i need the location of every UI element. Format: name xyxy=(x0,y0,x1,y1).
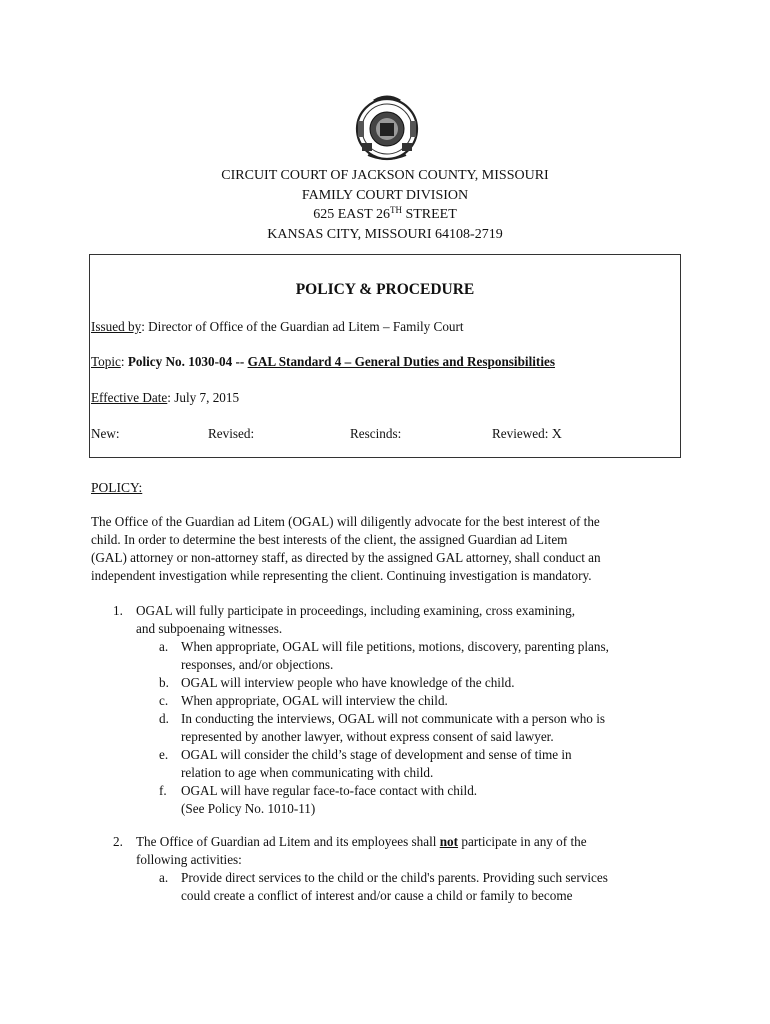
policy-paragraph xyxy=(91,513,679,585)
effective-date-value: : July 7, 2015 xyxy=(167,390,240,405)
sub-item-letter: a. xyxy=(159,639,169,654)
effective-date-label: Effective Date xyxy=(91,390,168,405)
topic-label: Topic xyxy=(91,354,121,369)
sub-item-text: relation to age when communicating with child. xyxy=(181,765,434,780)
sub-item-letter: a. xyxy=(159,870,169,885)
court-name: CIRCUIT COURT OF JACKSON COUNTY, MISSOURI xyxy=(221,168,549,183)
list-item-text: OGAL will fully participate in proceedings, including examining, cross examining, xyxy=(136,603,575,618)
sub-item-text: OGAL will have regular face-to-face contact with child. xyxy=(181,783,478,798)
emphasis-not: not xyxy=(439,834,459,849)
reviewed-label: Reviewed: xyxy=(492,426,549,441)
effective-date-row xyxy=(91,389,239,407)
policy-heading: POLICY: xyxy=(91,480,143,495)
revised-label: Revised: xyxy=(208,426,255,441)
sub-item-text: could create a conflict of interest and/or cause a child or family to become xyxy=(181,888,573,903)
reviewed-mark: X xyxy=(551,427,562,442)
street-address: 625 EAST 26TH STREET xyxy=(313,205,457,223)
sub-item-letter: f. xyxy=(159,783,167,798)
sub-item-text: When appropriate, OGAL will file petitions, motions, discovery, parenting plans, xyxy=(181,639,609,654)
city-address: KANSAS CITY, MISSOURI 64108-2719 xyxy=(267,226,503,242)
list-number: 2. xyxy=(113,834,123,849)
policy-title: GAL Standard 4 – General Duties and Responsibilities xyxy=(247,354,555,369)
topic-row: Topic: Policy No. 1030-04 -- GAL Standard 4 – General Duties and Responsibilities xyxy=(91,354,555,369)
division-name: FAMILY COURT DIVISION xyxy=(301,187,469,203)
box-title: POLICY & PROCEDURE xyxy=(295,281,475,298)
sub-item-text: (See Policy No. 1010-11) xyxy=(181,801,316,816)
issued-by-value: : Director of Office of the Guardian ad Litem – Family Court xyxy=(141,319,464,334)
sub-item-text: In conducting the interviews, OGAL will not communicate with a person who is xyxy=(181,711,605,726)
paragraph-line: (GAL) attorney or non-attorney staff, as directed by the assigned GAL attorney, shall conduct an xyxy=(91,550,601,565)
issued-by-row xyxy=(91,318,464,336)
sub-item-letter: e. xyxy=(159,747,169,762)
list-item-text: The Office of Guardian ad Litem and its employees shall not participate in any of the xyxy=(136,834,587,849)
issued-by-label: Issued by xyxy=(91,319,142,334)
sub-item-text: Provide direct services to the child or the child's parents. Providing such services xyxy=(181,870,608,885)
policy-info-box xyxy=(89,254,681,458)
court-letterhead xyxy=(0,166,770,244)
sub-item-text: OGAL will consider the child’s stage of development and sense of time in xyxy=(181,747,572,762)
paragraph-line: independent investigation while representing the client. Continuing investigation is mandatory. xyxy=(91,568,592,583)
sub-item-text: responses, and/or objections. xyxy=(181,657,334,672)
new-label: New: xyxy=(91,426,120,441)
sub-item-letter: b. xyxy=(159,675,169,690)
list-item-text: following activities: xyxy=(136,852,242,867)
county-seal-image xyxy=(354,93,420,163)
sub-item-letter: d. xyxy=(159,711,169,726)
list-number: 1. xyxy=(113,603,123,618)
paragraph-line: The Office of the Guardian ad Litem (OGAL) will diligently advocate for the best interest of the xyxy=(91,514,600,529)
rescinds-label: Rescinds: xyxy=(350,426,402,441)
reviewed-field xyxy=(492,425,562,444)
list-item-text: and subpoenaing witnesses. xyxy=(136,621,283,636)
sub-item-text: When appropriate, OGAL will interview the child. xyxy=(181,693,448,708)
policy-number: Policy No. 1030-04 -- xyxy=(127,354,248,369)
sub-item-text: OGAL will interview people who have knowledge of the child. xyxy=(181,675,515,690)
paragraph-line: child. In order to determine the best interests of the client, the assigned Guardian ad Litem xyxy=(91,532,568,547)
sub-item-text: represented by another lawyer, without express consent of said lawyer. xyxy=(181,729,554,744)
status-row xyxy=(91,425,681,445)
sub-item-letter: c. xyxy=(159,693,169,708)
